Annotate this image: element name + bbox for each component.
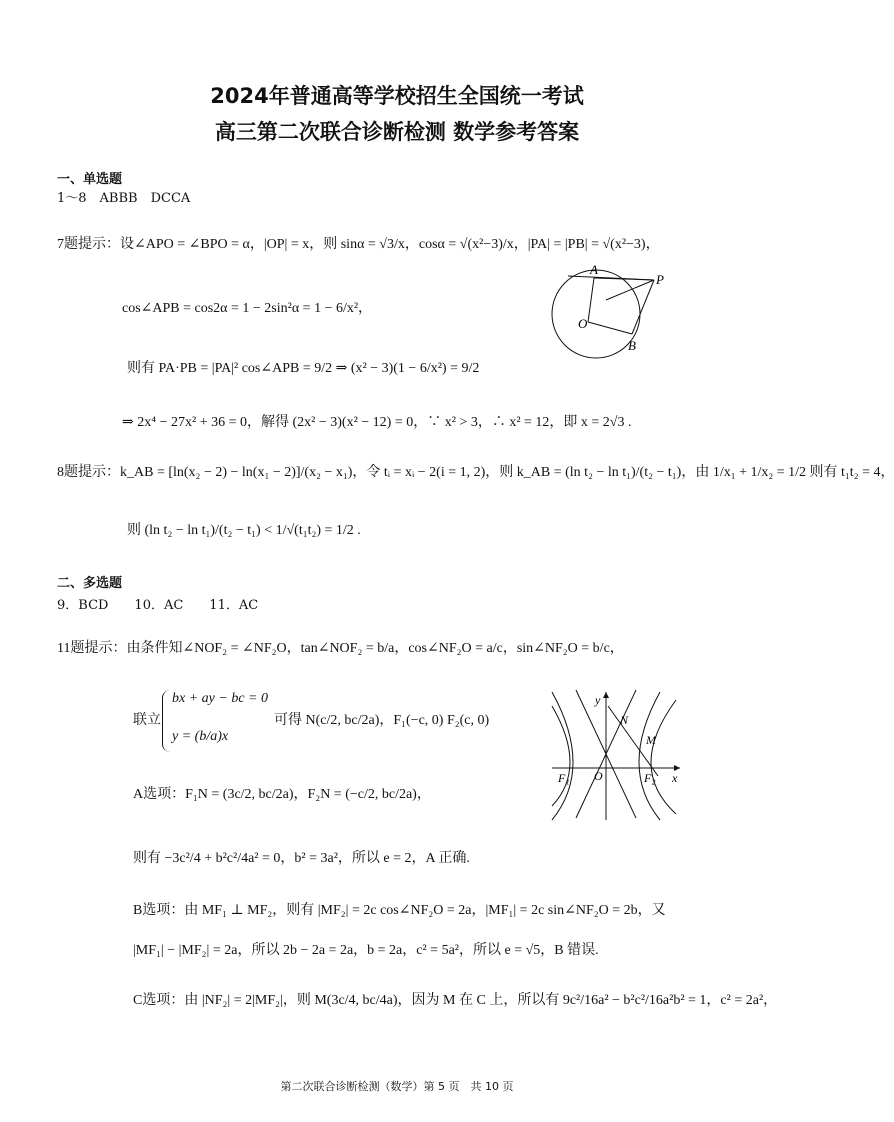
q11-fig-label-f1: F₁ — [558, 771, 570, 785]
q7-hint-line4: ⇒ 2x⁴ − 27x² + 36 = 0，解得 (2x² − 3)(x² − 12) = 0，∵ x² > 3，∴ x² = 12，即 x = 2√3 . — [122, 415, 632, 430]
q11-system-eq1: bx + ay − bc = 0 — [172, 691, 268, 706]
q7-hint-line3: 则有 PA·PB = |PA|² cos∠APB = 9/2 ⇒ (x² − 3)(1 − 6/x²) = 9/2 — [127, 361, 480, 376]
q7-fig-label-p: P — [656, 272, 664, 287]
multiple-choice-answers: 9．BCD 10．AC 11．AC — [57, 598, 259, 613]
q11-system-result: 可得 N(c/2, bc/2a)，F₁(−c, 0) F₂(c, 0) — [274, 713, 490, 728]
q7-hint-line2: cos∠APB = cos2α = 1 − 2sin²α = 1 − 6/x²， — [122, 301, 373, 316]
q7-hint-line1: 7题提示：设∠APO = ∠BPO = α，|OP| = x，则 sinα = √3/x，cosα = √(x²−3)/x，|PA| = |PB| = √(x²−3)， — [57, 237, 660, 252]
q11-option-b-line1: B选项：由 MF₁ ⊥ MF₂，则有 |MF₂| = 2c cos∠NF₂O = 2a，|MF₁| = 2c sin∠NF₂O = 2b，又 — [133, 903, 666, 918]
section-heading-single-choice: 一、单选题 — [57, 172, 123, 187]
page-footer: 第二次联合诊断检测（数学）第 5 页 共 10 页 — [280, 1080, 514, 1093]
q7-fig-label-a: A — [590, 262, 598, 277]
page-subtitle: 高三第二次联合诊断检测 数学参考答案 — [214, 120, 580, 144]
q11-fig-label-n: N — [620, 713, 629, 727]
q7-fig-label-b: B — [628, 338, 636, 353]
q11-option-a-line2: 则有 −3c²/4 + b²c²/4a² = 0，b² = 3a²，所以 e = 2，A 正确. — [133, 851, 470, 866]
q7-fig-label-o: O — [578, 316, 588, 331]
q11-hint-line1: 11题提示：由条件知∠NOF₂ = ∠NF₂O，tan∠NOF₂ = b/a，cos∠NF₂O = a/c，sin∠NF₂O = b/c， — [57, 641, 624, 656]
page-title: 2024年普通高等学校招生全国统一考试 — [210, 84, 584, 108]
q11-system-brace — [162, 690, 171, 752]
q11-fig-label-m: M — [646, 733, 656, 747]
q11-option-b-line2: |MF₁| − |MF₂| = 2a，所以 2b − 2a = 2a，b = 2a，c² = 5a²，所以 e = √5，B 错误. — [133, 943, 599, 958]
q8-hint-line2: 则 (ln t₂ − ln t₁)/(t₂ − t₁) < 1/√(t₁t₂) = 1/2 . — [127, 523, 361, 538]
q11-fig-label-y: y — [595, 693, 601, 707]
q8-hint-line1: 8题提示：k_AB = [ln(x₂ − 2) − ln(x₁ − 2)]/(x₂ − x₁)，令 tᵢ = xᵢ − 2(i = 1, 2)，则 k_AB = (ln t₂ − ln t₁)/(t₂ − t₁)，由 1/x₁ + 1/x₂ = 1/2 则有 t₁t₂ = 4， — [57, 465, 894, 480]
q11-fig-label-o: O — [594, 769, 603, 783]
q11-fig-label-f2: F₂ — [644, 771, 656, 785]
q11-fig-label-x: x — [672, 771, 678, 785]
q11-hyperbola-figure — [548, 686, 688, 822]
q7-circle-tangent-figure — [548, 262, 678, 372]
q11-option-c-line1: C选项：由 |NF₂| = 2|MF₂|，则 M(3c/4, bc/4a)，因为 M 在 C 上，所以有 9c²/16a² − b²c²/16a²b² = 1，c² = 2a²， — [133, 993, 778, 1008]
q11-system-eq2: y = (b/a)x — [172, 729, 229, 744]
section-heading-multiple-choice: 二、多选题 — [57, 576, 123, 591]
q11-option-a-line1: A选项：F₁N = (3c/2, bc/2a)，F₂N = (−c/2, bc/2a)， — [133, 787, 431, 802]
q11-system-label: 联立 — [133, 713, 161, 728]
single-choice-answers: 1～8 ABBB DCCA — [57, 191, 191, 206]
